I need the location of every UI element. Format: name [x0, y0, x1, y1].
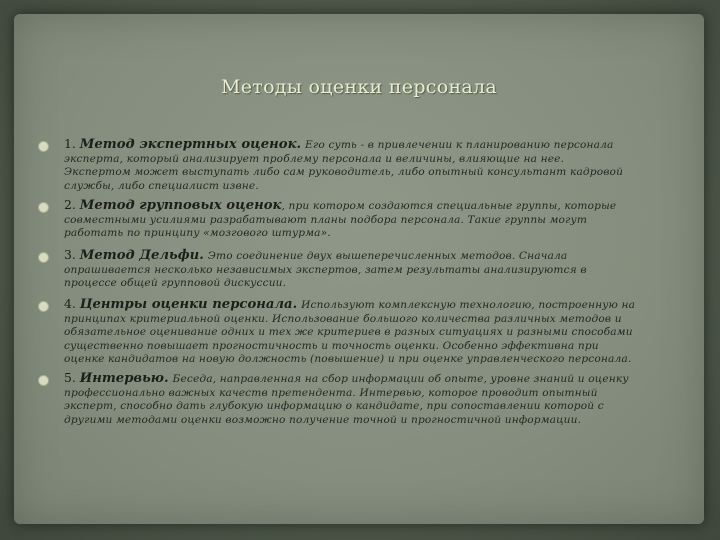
item-text: эксперта, который анализирует проблему персонала и величины, влияющие на нее.	[64, 152, 565, 165]
item-text: профессионально важных качеств претендента. Интервью, которое проводит опытный	[64, 386, 598, 399]
item-text: опрашивается несколько независимых экспертов, затем результаты анализируются в	[64, 263, 587, 276]
item-heading: Метод Дельфи.	[79, 248, 204, 263]
item-text: Его суть - в привлечении к планированию персонала	[305, 139, 614, 151]
item-text: существенно повышает прогностичность и точность оценки. Особенно эффективна при	[64, 339, 599, 352]
item-heading: Центры оценки персонала.	[79, 297, 298, 312]
item-text: службы, либо специалист извне.	[64, 179, 259, 192]
item-heading: Метод экспертных оценок.	[79, 137, 302, 152]
bullet-icon	[38, 375, 49, 386]
slide-title: Методы оценки персонала	[220, 76, 498, 98]
item-text: Беседа, направленная на сбор информации об опыте, уровне знаний и оценку	[172, 373, 629, 385]
item-text: Используют комплексную технологию, построенную на	[301, 299, 636, 311]
item-number: 2.	[64, 197, 76, 212]
list-item-interview	[34, 370, 629, 427]
item-text: Это соединение двух вышеперечисленных методов. Сначала	[207, 250, 568, 262]
item-text: совместными усилиями разрабатывают планы подбора персонала. Такие группы могут	[64, 213, 588, 226]
item-text: обязательное оценивание одних и тех же критериев в разных ситуациях и разными способами	[64, 326, 633, 338]
bullet-icon	[38, 141, 49, 152]
item-text: эксперт, способно дать глубокую информацию о кандидате, при сопоставлении которой с	[64, 400, 604, 412]
item-heading: Метод групповых оценок	[79, 198, 282, 213]
item-number: 1.	[64, 136, 76, 151]
list-item-group	[34, 197, 616, 241]
item-number: 3.	[64, 247, 76, 262]
item-text: работать по принципу «мозгового штурма».	[64, 227, 331, 239]
item-text: Экспертом может выступать либо сам руководитель, либо опытный консультант кадровой	[64, 166, 624, 178]
list-item-delphi	[34, 247, 587, 291]
item-text: другими методами оценки возможно получение точной и прогностичной информации.	[64, 413, 582, 426]
item-text: принципах критериальной оценки. Использование большого количества различных методов и	[64, 312, 622, 325]
item-number: 5.	[64, 370, 76, 385]
bullet-icon	[38, 252, 49, 263]
list-item-assessment-centers	[34, 296, 635, 367]
bullet-icon	[38, 301, 49, 312]
list-item-expert	[34, 136, 623, 193]
slide	[14, 14, 704, 524]
item-text: , при котором создаются специальные группы, которые	[281, 200, 617, 212]
item-text: оценке кандидатов на новую должность (повышение) и при оценке управленческого персонала.	[64, 353, 632, 365]
bullet-icon	[38, 202, 49, 213]
item-heading: Интервью.	[79, 371, 169, 386]
item-number: 4.	[64, 296, 76, 311]
item-text: процессе общей групповой дискуссии.	[64, 277, 287, 289]
